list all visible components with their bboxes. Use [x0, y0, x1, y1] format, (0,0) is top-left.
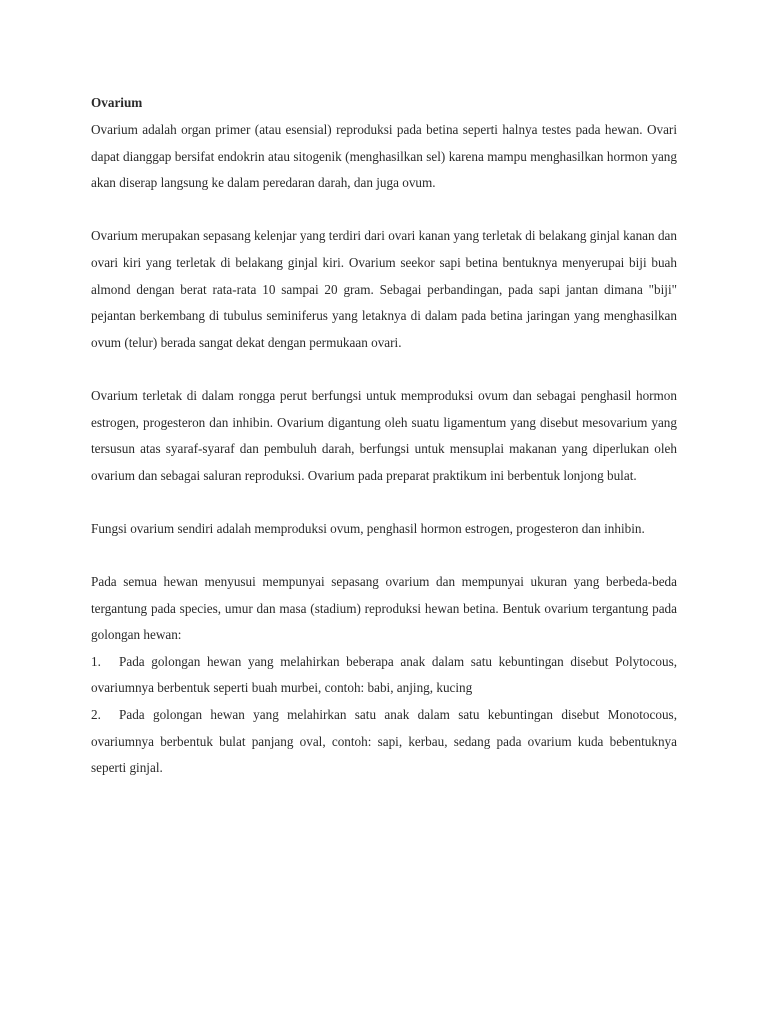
list-item-number: 1.	[91, 653, 101, 669]
list-item	[91, 702, 677, 782]
paragraph-function: Fungsi ovarium sendiri adalah memproduksi ovum, penghasil hormon estrogen, progesteron dan inhibin.	[91, 520, 645, 536]
list-item-text: Pada golongan hewan yang melahirkan satu anak dalam satu kebuntingan disebut Monotocous, ovariumnya berbentuk bulat panjang oval, contoh: sapi, kerbau, sedang pada ovarium kuda bebentuknya seperti ginjal.	[91, 707, 677, 776]
paragraph-definition: Ovarium adalah organ primer (atau esensial) reproduksi pada betina seperti halnya testes pada hewan. Ovari dapat dianggap bersifat endokrin atau sitogenik (menghasilkan sel) karena mampu menghasilkan hormon yang akan diserap langsung ke dalam peredaran darah, dan juga ovum.	[91, 122, 677, 191]
list-item-text: Pada golongan hewan yang melahirkan beberapa anak dalam satu kebuntingan disebut Polytocous, ovariumnya berbentuk seperti buah murbei, contoh: babi, anjing, kucing	[91, 653, 677, 696]
paragraph-structure: Ovarium merupakan sepasang kelenjar yang terdiri dari ovari kanan yang terletak di belakang ginjal kanan dan ovari kiri yang terletak di belakang ginjal kiri. Ovarium seekor sapi betina bentuknya menyerupai biji buah almond dengan berat rata-rata 10 sampai 20 gram. Sebagai perbandingan, pada sapi jantan dimana "biji" pejantan berkembang di tubulus seminiferus yang letaknya di dalam pada betina jaringan yang menghasilkan ovum (telur) berada sangat dekat dengan permukaan ovari.	[91, 228, 677, 350]
paragraph-location: Ovarium terletak di dalam rongga perut berfungsi untuk memproduksi ovum dan sebagai penghasil hormon estrogen, progesteron dan inhibin. Ovarium digantung oleh suatu ligamentum yang disebut mesovarium yang tersusun atas syaraf-syaraf dan pembuluh darah, berfungsi untuk mensuplai makanan yang diperlukan oleh ovarium dan sebagai saluran reproduksi. Ovarium pada preparat praktikum ini berbentuk lonjong bulat.	[91, 387, 677, 483]
paragraph-shape: Pada semua hewan menyusui mempunyai sepasang ovarium dan mempunyai ukuran yang berbeda-beda tergantung pada species, umur dan masa (stadium) reproduksi hewan betina. Bentuk ovarium tergantung pada golongan hewan:	[91, 574, 677, 643]
ovarium-shape-list	[91, 649, 677, 782]
list-item-number: 2.	[91, 707, 101, 723]
list-item	[91, 649, 677, 702]
document-page	[91, 93, 677, 782]
document-title: Ovarium	[91, 95, 143, 110]
